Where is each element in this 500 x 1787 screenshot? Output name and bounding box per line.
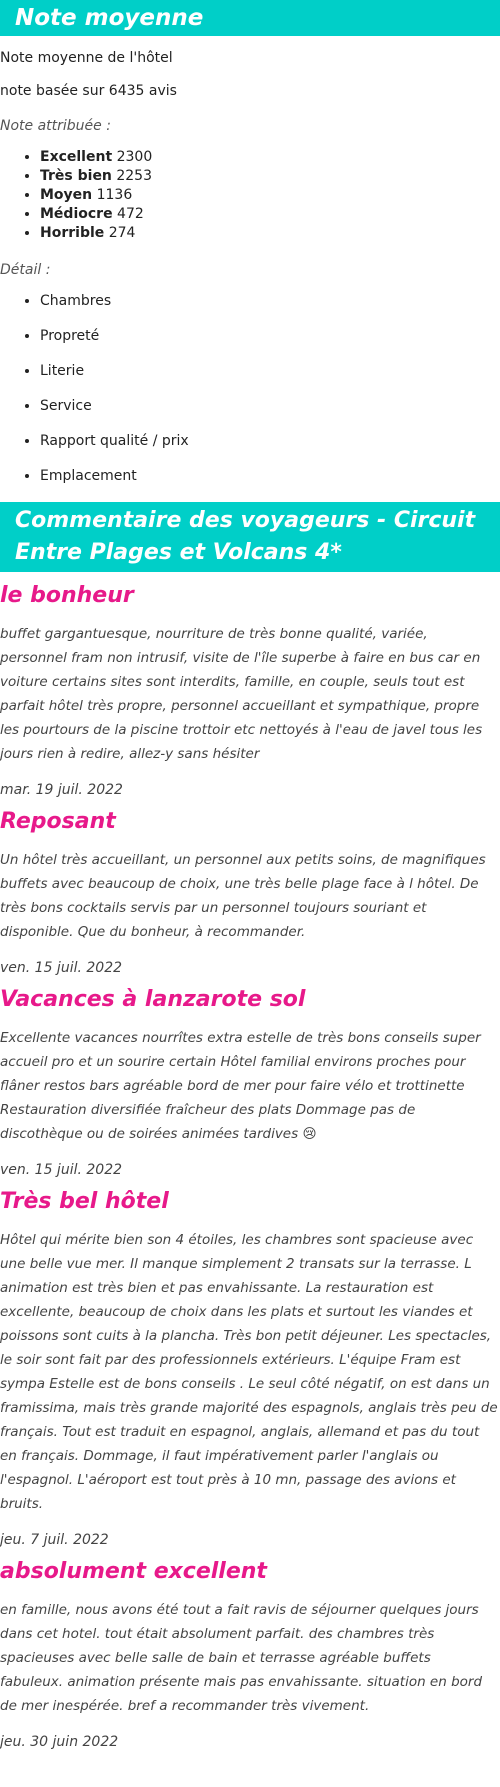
review-body: Hôtel qui mérite bien son 4 étoiles, les chambres sont spacieuse avec une belle vue mer. Il manque simplement 2 transats sur la terrasse. L animation est très bien et pas envahissante. La restauration est excellente, beaucoup de choix dans les plats et surtout les viandes et poissons sont cuits à la plancha. Très bon petit déjeuner. Les spectacles, le soir sont fait par des professionnels extérieurs. L'équipe Fram est sympa Estelle est de bons conseils . Le seul côté négatif, on est dans un framissima, mais très grande majorité des espagnols, anglais très peu de français. Tout est traduit en espagnol, anglais, allemand et pas du tout en français. Dommage, il faut impérativement parler l'anglais ou l'espagnol. L'aéroport est tout près à 10 mn, passage des avions et bruits. <box>0 1232 498 1512</box>
rating-level-count: 274 <box>108 225 136 241</box>
rating-level-label: Médiocre <box>40 206 113 222</box>
rating-level-label: Très bien <box>40 168 112 184</box>
rating-detail-list <box>0 292 500 486</box>
review-date: jeu. 7 juil. 2022 <box>0 1532 109 1548</box>
review-date: ven. 15 juil. 2022 <box>0 960 123 976</box>
rating-breakdown-item <box>40 186 500 205</box>
review-item <box>0 808 500 976</box>
review-date: ven. 15 juil. 2022 <box>0 1162 123 1178</box>
rating-level-label: Moyen <box>40 187 93 203</box>
detail-label: Détail : <box>0 262 51 278</box>
detail-item-emplacement: • Emplacement <box>40 467 500 486</box>
rating-section-heading: Note moyenne <box>0 0 500 36</box>
detail-item-chambres: • Chambres <box>40 292 500 311</box>
rating-level-count: 472 <box>117 206 144 222</box>
rating-breakdown-item <box>40 167 500 186</box>
rating-breakdown-item <box>40 224 500 243</box>
review-body: buffet gargantuesque, nourriture de très bonne qualité, variée, personnel fram non intrusif, visite de l'île superbe à faire en bus car en voiture certains sites sont interdits, famille, en couple, seuls tout est parfait hôtel très propre, personnel accueillant et sympathique, propre les pourtours de la piscine trottoir etc nettoyés à l'eau de javel tous les jours rien à redire, allez-y sans hésiter <box>0 626 483 762</box>
review-item <box>0 986 500 1178</box>
review-item <box>0 1558 500 1750</box>
rating-level-count: 2300 <box>116 149 153 165</box>
hotel-rating-label: Note moyenne de l'hôtel <box>0 50 173 66</box>
detail-item-literie: • Literie <box>40 362 500 381</box>
comments-section-heading: Commentaire des voyageurs - Circuit Entre Plages et Volcans 4* <box>0 502 500 572</box>
review-title: absolument excellent <box>0 1559 267 1584</box>
review-item <box>0 582 500 798</box>
review-body: Un hôtel très accueillant, un personnel aux petits soins, de magnifiques buffets avec beaucoup de choix, une très belle plage face à l hôtel. De très bons cocktails servis par un personnel toujours souriant et disponible. Que du bonheur, à recommander. <box>0 852 486 940</box>
review-body: en famille, nous avons été tout a fait ravis de séjourner quelques jours dans cet hotel. tout était absolument parfait. des chambres très spacieuses avec belle salle de bain et terrasse agréable buffets fabuleux. animation présente mais pas envahissante. situation en bord de mer inespérée. bref a recommander très vivement. <box>0 1602 483 1714</box>
attributed-rating-label: Note attribuée : <box>0 118 111 134</box>
rating-breakdown-list <box>0 148 500 243</box>
rating-level-label: Excellent <box>40 149 113 165</box>
detail-item-proprete: • Propreté <box>40 327 500 346</box>
review-title: Très bel hôtel <box>0 1189 169 1214</box>
detail-item-rapport-qualite-prix: • Rapport qualité / prix <box>40 432 500 451</box>
rating-level-count: 2253 <box>116 168 152 184</box>
rating-level-label: Horrible <box>40 225 105 241</box>
review-count-text: note basée sur 6435 avis <box>0 83 177 99</box>
review-date: mar. 19 juil. 2022 <box>0 782 123 798</box>
review-date: jeu. 30 juin 2022 <box>0 1734 119 1750</box>
review-list <box>0 582 500 1750</box>
review-item <box>0 1188 500 1548</box>
review-title: le bonheur <box>0 583 134 608</box>
review-title: Vacances à lanzarote sol <box>0 987 306 1012</box>
rating-breakdown-item <box>40 205 500 224</box>
rating-breakdown-item <box>40 148 500 167</box>
detail-item-service: • Service <box>40 397 500 416</box>
review-title: Reposant <box>0 809 116 834</box>
review-body: Excellente vacances nourrîtes extra estelle de très bons conseils super accueil pro et un sourire certain Hôtel familial environs proches pour flâner restos bars agréable bord de mer pour faire vélo et trottinette Restauration diversifiée fraîcheur des plats Dommage pas de discothèque ou de soirées animées tardives 😢 <box>0 1030 481 1142</box>
rating-level-count: 1136 <box>96 187 133 203</box>
